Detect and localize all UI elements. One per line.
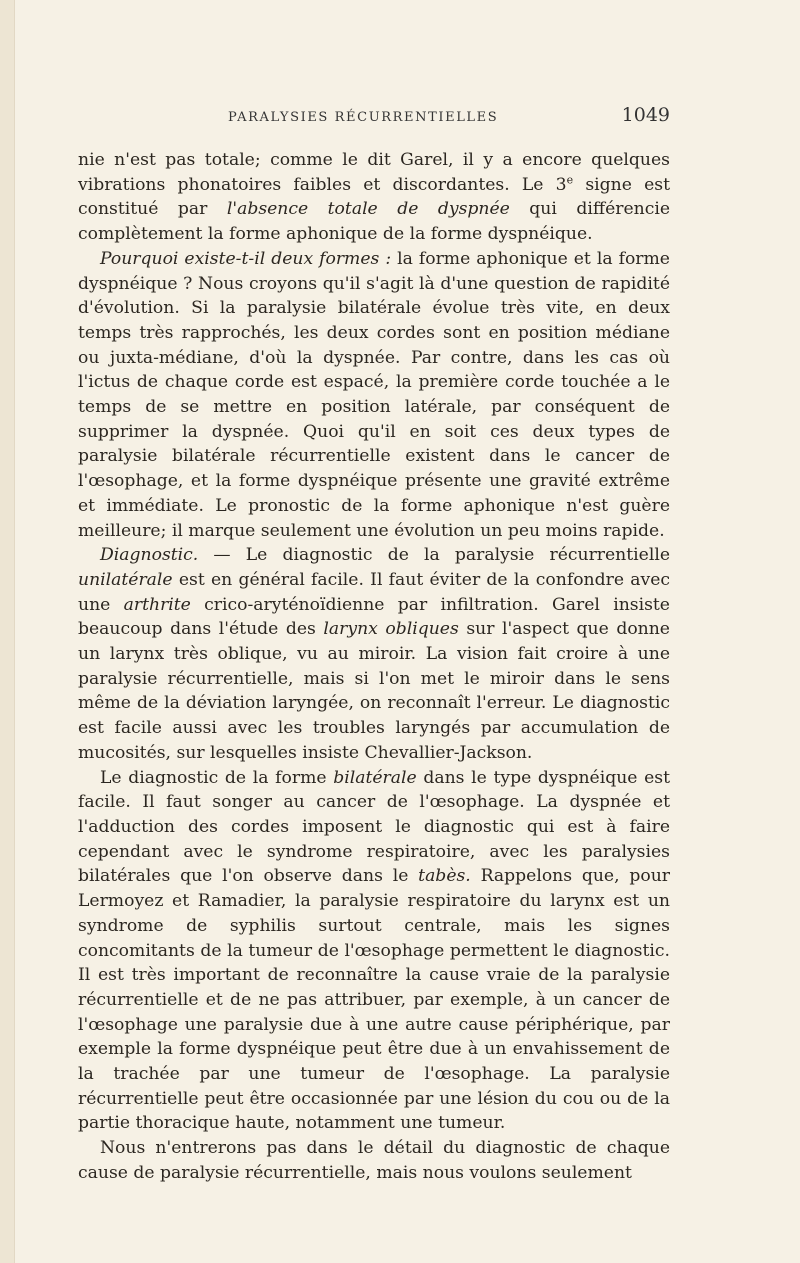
italic-text: tabès. bbox=[418, 866, 471, 887]
text-run: la forme aphonique et la forme dyspnéique ? Nous croyons qu'il s'agit là d'une question de rapidité d'évolution. Si la paralysie bilatérale évolue très vite, en deux temps très rapprochés, les deux cordes sont en position médiane ou juxta-médiane, d'où la dyspnée. Par contre, dans les cas où l'ictus de chaque corde est espacé, la première corde touchée a le temps de se mettre en position latérale, par conséquent de supprimer la dyspnée. Quoi qu'il en soit ces deux types de paralysie bilatérale récurrentielle existent dans le cancer de l'œsophage, et la forme dyspnéique présente une gravité extrême et immédiate. Le pronostic de la forme aphonique n'est guère meilleure; il marque seulement une évolution un peu moins rapide. bbox=[78, 248, 670, 541]
paragraph bbox=[78, 1136, 670, 1185]
page-header bbox=[78, 104, 670, 134]
text-run: crico-aryténoïdienne par infiltration. Garel insiste beaucoup dans l'étude des bbox=[78, 594, 670, 640]
paragraph bbox=[78, 247, 670, 543]
superscript: e bbox=[566, 172, 574, 186]
italic-text: Diagnostic. bbox=[100, 545, 199, 566]
text-run: signe est constitué par bbox=[78, 174, 670, 220]
text-run: dans le type dyspnéique est facile. Il faut songer au cancer de l'œsophage. La dyspnée et l'adduction des cordes imposent le diagnostic qui est à faire cependant avec le syndrome respiratoire, avec les paralysies bilatérales que l'on observe dans le bbox=[78, 767, 670, 887]
text-run: sur l'aspect que donne un larynx très oblique, vu au miroir. La vision fait croire à une paralysie récurrentielle, mais si l'on met le miroir dans le sens même de la déviation laryngée, on reconnaît l'erreur. Le diagnostic est facile aussi avec les troubles laryngés par accumulation de mucosités, sur lesquelles insiste Chevallier-Jackson. bbox=[78, 619, 670, 763]
text-run: — Le diagnostic de la paralysie récurrentielle bbox=[198, 545, 670, 566]
text-run: Le diagnostic de la forme bbox=[100, 767, 334, 788]
italic-text: unilatérale bbox=[78, 569, 173, 590]
running-head: PARALYSIES RÉCURRENTIELLES bbox=[228, 110, 499, 125]
italic-text: bilatérale bbox=[333, 767, 417, 788]
text-run: qui différencie complètement la forme aphonique de la forme dyspnéique. bbox=[78, 199, 670, 245]
scan-margin bbox=[0, 0, 14, 1263]
paragraph bbox=[78, 543, 670, 765]
text-run: Rappelons que, pour Lermoyez et Ramadier, la paralysie respiratoire du larynx est un syndrome de syphilis surtout centrale, mais les signes concomitants de la tumeur de l'œsophage permettent le diagnostic. Il est très important de reconnaître la cause vraie de la paralysie récurrentielle et de ne pas attribuer, par exemple, à un cancer de l'œsophage une paralysie due à une autre cause périphérique, par exemple la forme dyspnéique peut être due à un envahissement de la trachée par une tumeur de l'œsophage. La paralysie récurrentielle peut être occasionnée par une lésion du cou ou de la partie thoracique haute, notamment une tumeur. bbox=[78, 866, 670, 1134]
text-run: nie n'est pas totale; comme le dit Garel, il y a encore quelques vibrations phonatoires faibles et discordantes. Le 3 bbox=[78, 150, 670, 195]
text-run: est en général facile. Il faut éviter de la confondre avec une bbox=[78, 569, 670, 615]
body-text bbox=[78, 148, 670, 1186]
page-number: 1049 bbox=[621, 104, 670, 126]
italic-text: arthrite bbox=[123, 594, 191, 615]
italic-text: larynx obliques bbox=[323, 619, 459, 640]
text-run: Nous n'entrerons pas dans le détail du diagnostic de chaque cause de paralysie récurrentielle, mais nous voulons seulement bbox=[78, 1138, 670, 1183]
italic-text: l'absence totale de dyspnée bbox=[226, 199, 510, 220]
italic-text: Pourquoi existe-t-il deux formes : bbox=[100, 248, 392, 269]
paragraph bbox=[78, 766, 670, 1137]
paragraph bbox=[78, 148, 670, 247]
